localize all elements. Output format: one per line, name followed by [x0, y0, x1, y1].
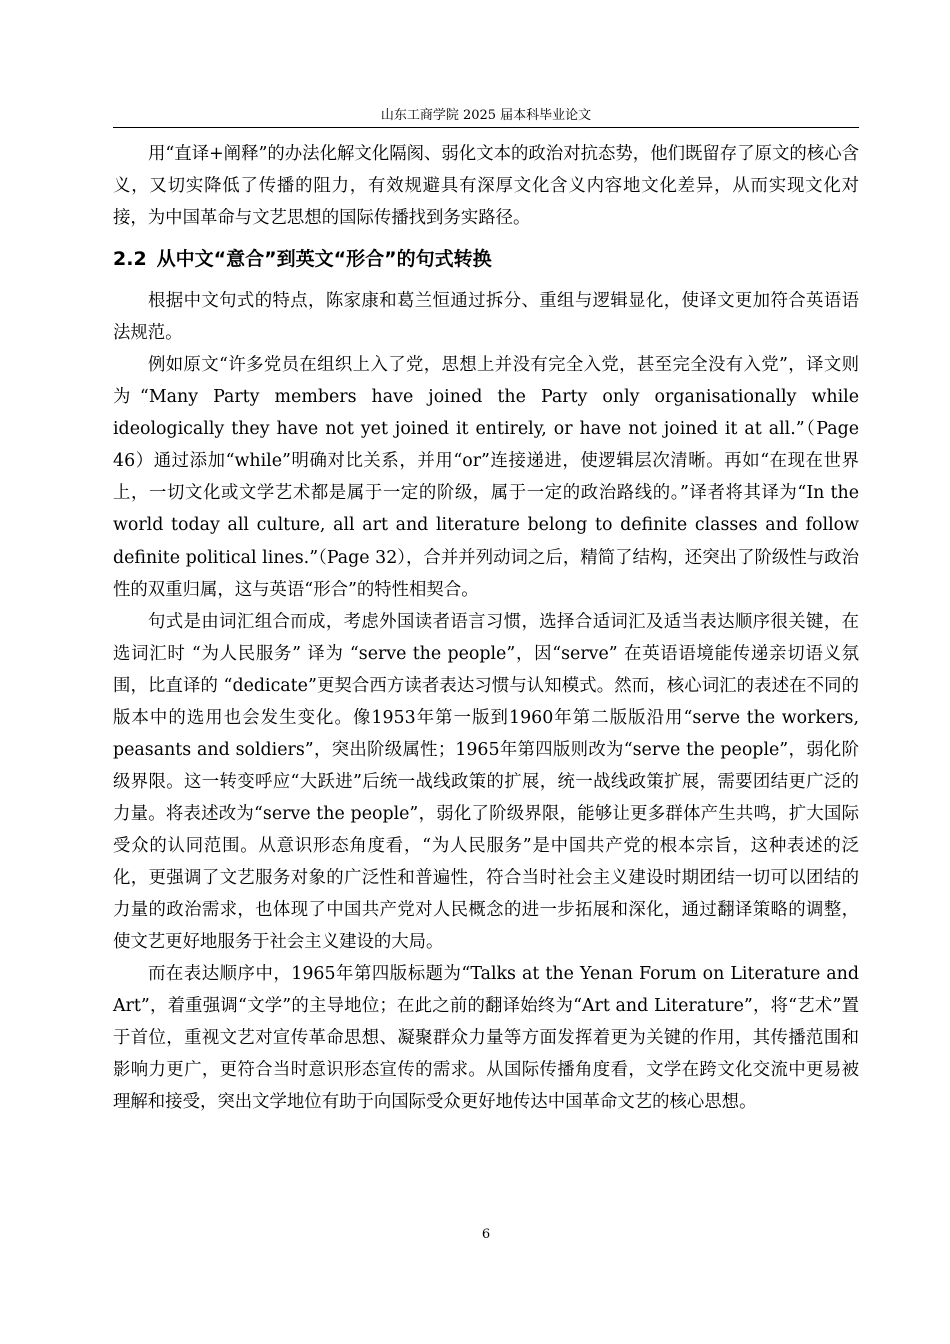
- paragraph-3: 例如原文“许多党员在组织上入了党，思想上并没有完全入党，甚至完全没有入党”，译文则为“Many Party members have joined the Party only organisationally while ideologically they have not yet joined it entirely, or have not joined it at all.”（Page 46）通过添加“while”明确对比关系，并用“or”连接递进，使逻辑层次清晰。再如“在现在世界上，一切文化或文学艺术都是属于一定的阶级，属于一定的政治路线的。”译者将其译为“In the world today all culture, all art and literature belong to definite classes and follow definite political lines.”（Page 32），合并并列动词之后，精简了结构，还突出了阶级性与政治性的双重归属，这与英语“形合”的特性相契合。: [113, 355, 859, 600]
- section-title: 从中文“意合”到英文“形合”的句式转换: [156, 248, 492, 271]
- paragraph-1: 用“直译+阐释”的办法化解文化隔阂、弱化文本的政治对抗态势，他们既留存了原文的核心含义，又切实降低了传播的阻力，有效规避具有深厚文化含义内容地文化差异，从而实现文化对接，为中国革命与文艺思想的国际传播找到务实路径。: [113, 144, 859, 229]
- section-number: 2.2: [113, 248, 147, 271]
- paragraph-4: 句式是由词汇组合而成，考虑外国读者语言习惯，选择合适词汇及适当表达顺序很关键，在选词汇时 “为人民服务” 译为 “serve the people”，因“serve” 在英语语境能传递亲切语义氛围，比直译的 “dedicate”更契合西方读者表达习惯与认知模式。然而，核心词汇的表述在不同的版本中的选用也会发生变化。像1953年第一版到1960年第二版版沿用“serve the workers, peasants and soldiers”，突出阶级属性；1965年第四版则改为“serve the people”，弱化阶级界限。这一转变呼应“大跃进”后统一战线政策的扩展，统一战线政策扩展，需要团结更广泛的力量。将表述改为“serve the people”，弱化了阶级界限，能够让更多群体产生共鸣，扩大国际受众的认同范围。从意识形态角度看，“为人民服务”是中国共产党的根本宗旨，这种表述的泛化，更强调了文艺服务对象的广泛性和普遍性，符合当时社会主义建设时期团结一切可以团结的力量的政治需求，也体现了中国共产党对人民概念的进一步拓展和深化，通过翻译策略的调整，使文艺更好地服务于社会主义建设的大局。: [113, 611, 859, 953]
- paragraph-2: 根据中文句式的特点，陈家康和葛兰恒通过拆分、重组与逻辑显化，使译文更加符合英语语法规范。: [113, 291, 859, 344]
- section-heading: [113, 242, 859, 276]
- paragraph-5: 而在表达顺序中，1965年第四版标题为“Talks at the Yenan Forum on Literature and Art”，着重强调“文学”的主导地位；在此之前的翻译始终为“Art and Literature”，将“艺术”置于首位，重视文艺对宣传革命思想、凝聚群众力量等方面发挥着更为关键的作用，其传播范围和影响力更广，更符合当时意识形态宣传的需求。从国际传播角度看，文学在跨文化交流中更易被理解和接受，突出文学地位有助于向国际受众更好地传达中国革命文艺的核心思想。: [113, 964, 859, 1113]
- header-rule: [113, 127, 859, 128]
- page-number: 6: [481, 1227, 491, 1242]
- running-header: 山东工商学院 2025 届本科毕业论文: [380, 108, 592, 123]
- page-body: [113, 138, 859, 1118]
